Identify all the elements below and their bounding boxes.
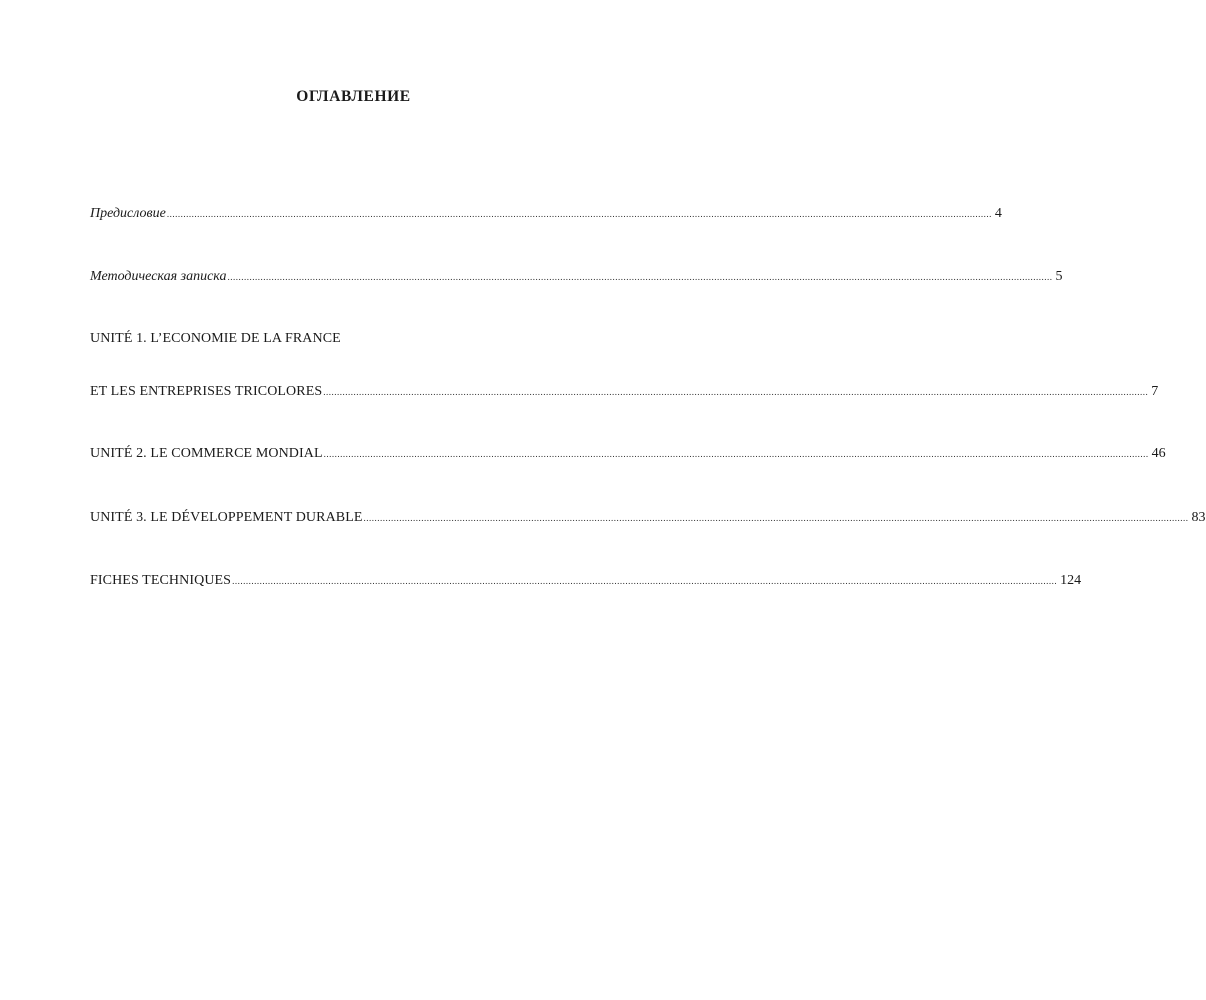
dot-leader: ............................................................................................................................................................................................................................................................................................................ <box>363 513 1189 523</box>
toc-entry-label: UNITÉ 3. LE DÉVELOPPEMENT DURABLE <box>90 510 363 525</box>
dot-leader: ............................................................................................................................................................................................................................................................................................................ <box>323 387 1149 397</box>
toc-page-number: 5 <box>1055 269 1063 284</box>
toc-page-number: 46 <box>1151 446 1166 461</box>
dot-leader: ............................................................................................................................................................................................................................................................................................................ <box>227 272 1053 282</box>
toc-entry-label: FICHES TECHNIQUES <box>90 573 232 588</box>
toc-entry-label: ET LES ENTREPRISES TRICOLORES <box>90 384 323 399</box>
toc-page-number: 7 <box>1151 384 1159 399</box>
toc-entry-unite-2[interactable] <box>90 445 1166 463</box>
toc-entry-label: Методическая записка <box>90 269 227 284</box>
dot-leader: ............................................................................................................................................................................................................................................................................................................ <box>323 449 1149 459</box>
toc-entry-label: Предисловие <box>90 206 166 221</box>
toc-entry-unite-3[interactable] <box>90 509 1206 527</box>
toc-page-number: 4 <box>994 206 1002 221</box>
toc-entry-methodological-note[interactable] <box>90 268 1063 286</box>
toc-entry-fiches-techniques[interactable] <box>90 572 1082 590</box>
toc-entry-label: UNITÉ 2. LE COMMERCE MONDIAL <box>90 446 323 461</box>
toc-page-number: 124 <box>1060 573 1082 588</box>
toc-entry-unite-1-line-1[interactable] <box>90 330 341 348</box>
toc-entry-label: UNITÉ 1. L’ECONOMIE DE LA FRANCE <box>90 331 341 346</box>
dot-leader: ............................................................................................................................................................................................................................................................................................................ <box>232 576 1058 586</box>
dot-leader: ............................................................................................................................................................................................................................................................................................................ <box>166 209 992 219</box>
toc-title: ОГЛАВЛЕНИЕ <box>296 88 411 105</box>
toc-page-number: 83 <box>1191 510 1206 525</box>
toc-entry-preface[interactable] <box>90 205 1002 223</box>
toc-entry-unite-1-line-2[interactable] <box>90 383 1159 401</box>
